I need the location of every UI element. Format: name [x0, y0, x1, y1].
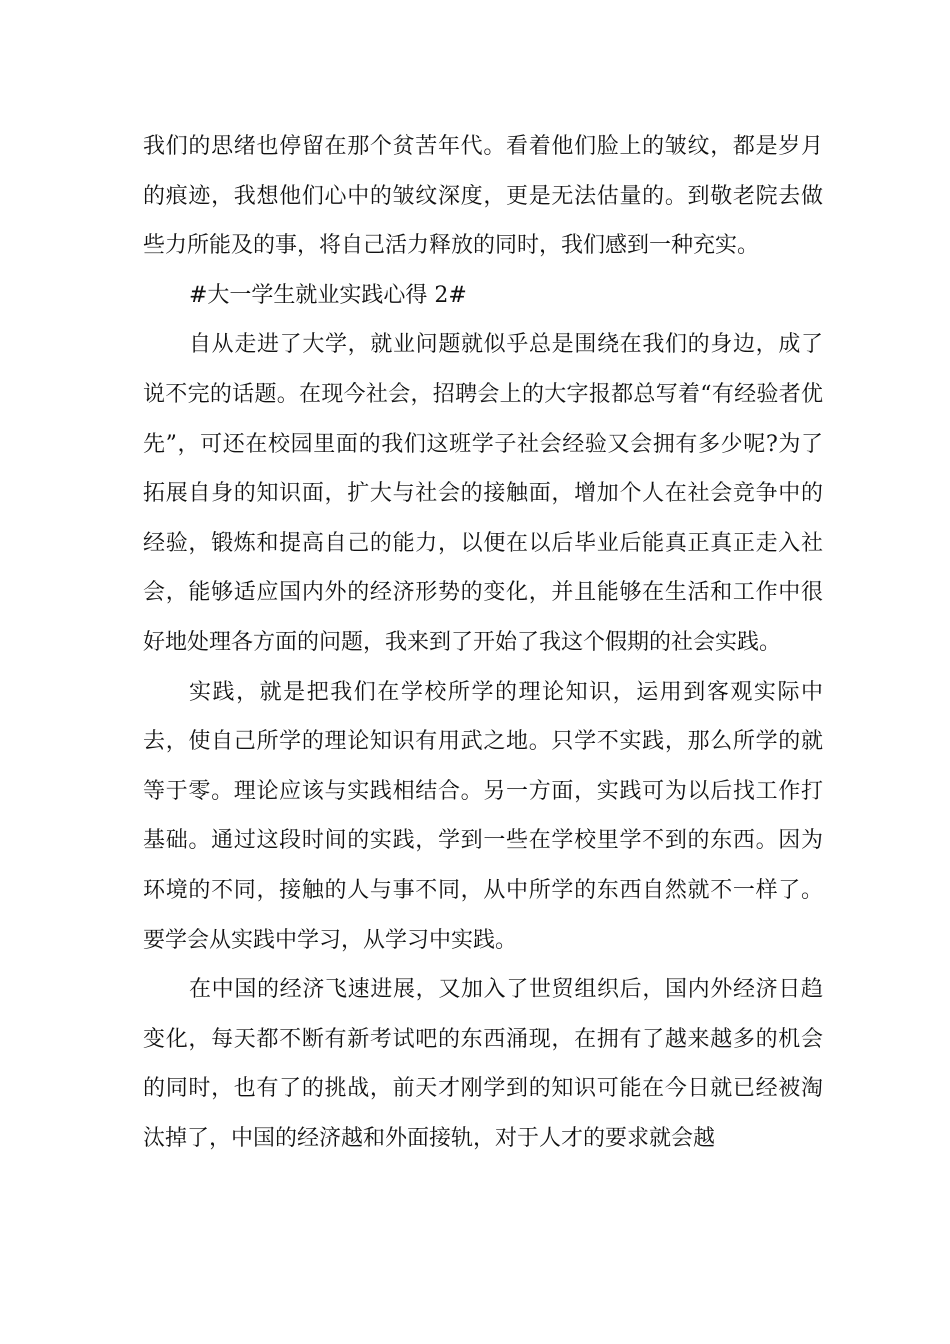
paragraph-continuation: 我们的思绪也停留在那个贫苦年代。看着他们脸上的皱纹，都是岁月的痕迹，我想他们心中的皱纹深度，更是无法估量的。到敬老院去做些力所能及的事，将自己活力释放的同时，我们感到一种充实。	[143, 134, 823, 259]
paragraph: 自从走进了大学，就业问题就似乎总是围绕在我们的身边，成了说不完的话题。在现今社会，招聘会上的大字报都总写着“有经验者优先”，可还在校园里面的我们这班学子社会经验又会拥有多少呢?为了拓展自身的知识面，扩大与社会的接触面，增加个人在社会竞争中的经验，锻炼和提高自己的能力，以便在以后毕业后能真正真正走入社会，能够适应国内外的经济形势的变化，并且能够在生活和工作中很好地处理各方面的问题，我来到了开始了我这个假期的社会实践。	[143, 332, 823, 655]
paragraph: 实践，就是把我们在学校所学的理论知识，运用到客观实际中去，使自己所学的理论知识有用武之地。只学不实践，那么所学的就等于零。理论应该与实践相结合。另一方面，实践可为以后找工作打基础。通过这段时间的实践，学到一些在学校里学不到的东西。因为环境的不同，接触的人与事不同，从中所学的东西自然就不一样了。要学会从实践中学习，从学习中实践。	[143, 679, 823, 953]
document-body	[143, 122, 823, 1163]
section-heading: #大一学生就业实践心得 2#	[189, 282, 467, 308]
paragraph: 在中国的经济飞速进展，又加入了世贸组织后，国内外经济日趋变化，每天都不断有新考试吧的东西涌现，在拥有了越来越多的机会的同时，也有了的挑战，前天才刚学到的知识可能在今日就已经被淘汰掉了，中国的经济越和外面接轨，对于人才的要求就会越	[143, 977, 823, 1151]
